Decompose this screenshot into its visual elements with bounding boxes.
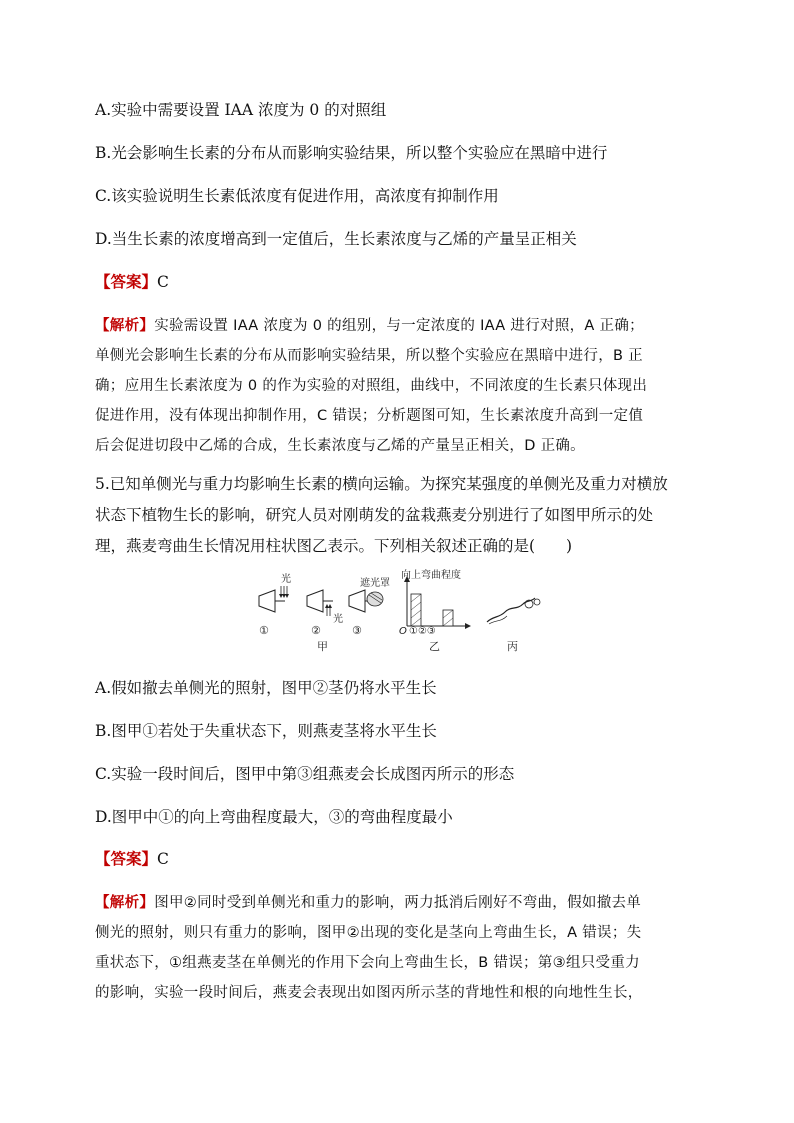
experiment-figure <box>255 566 555 658</box>
shade-label: 遮光罩 <box>360 578 390 589</box>
q4-analysis-line-3: 确；应用生长素浓度为 0 的作为实验的对照组，曲线中，不同浓度的生长素只体现出 <box>95 378 648 394</box>
q4-option-d: D.当生长素的浓度增高到一定值后，生长素浓度与乙烯的产量呈正相关 <box>95 230 577 248</box>
q5-analysis-line-2: 侧光的照射，则只有重力的影响，图甲②出现的变化是茎向上弯曲生长，A 错误；失 <box>95 925 642 941</box>
q4-option-c: C.该实验说明生长素低浓度有促进作用，高浓度有抑制作用 <box>95 187 499 205</box>
q5-analysis-line-4: 的影响，实验一段时间后，燕麦会表现出如图丙所示茎的背地性和根的向地性生长， <box>95 985 643 1001</box>
yaxis-label: 向上弯曲程度 <box>401 570 461 581</box>
bar-1 <box>411 594 421 626</box>
q5-option-d: D.图甲中①的向上弯曲程度最大，③的弯曲程度最小 <box>95 808 453 826</box>
q5-option-b: B.图甲①若处于失重状态下，则燕麦茎将水平生长 <box>95 722 437 740</box>
q4-answer <box>95 272 169 292</box>
pot-3-diagram <box>349 576 390 637</box>
analysis-text: 图甲②同时受到单侧光和重力的影响，两力抵消后刚好不弯曲，假如撤去单 <box>154 895 642 911</box>
label-bing: 丙 <box>507 640 518 653</box>
q4-analysis-line-4: 促进作用，没有体现出抑制作用，C 错误；分析题图可知，生长素浓度升高到一定值 <box>95 408 644 424</box>
q5-analysis-line-1 <box>95 893 641 913</box>
q4-option-a: A.实验中需要设置 IAA 浓度为 0 的对照组 <box>95 101 387 119</box>
bar-chart-yi <box>399 568 471 653</box>
analysis-text: 实验需设置 IAA 浓度为 0 的组别，与一定浓度的 IAA 进行对照，A 正确； <box>154 318 644 334</box>
q4-analysis-line-1 <box>95 316 644 336</box>
label-num-1: ① <box>259 624 269 637</box>
bar-labels: ①②③ <box>409 626 436 637</box>
origin-label: O <box>399 626 407 637</box>
label-num-3: ③ <box>352 624 362 637</box>
light-label-1: 光 <box>281 574 291 585</box>
bar-3 <box>443 610 453 626</box>
answer-tag: 【答案】 <box>95 272 158 291</box>
q5-stem-line-1: 5.已知单侧光与重力均影响生长素的横向运输。为探究某强度的单侧光及重力对横放 <box>95 475 668 493</box>
q5-stem-line-2: 状态下植物生长的影响，研究人员对刚萌发的盆栽燕麦分别进行了如图甲所示的处 <box>95 506 654 524</box>
light-label-2: 光 <box>333 614 343 625</box>
q5-analysis-line-3: 重状态下，①组燕麦茎在单侧光的作用下会向上弯曲生长，B 错误；第③组只受重力 <box>95 955 640 971</box>
answer-value: C <box>157 850 169 868</box>
q5-option-c: C.实验一段时间后，图甲中第③组燕麦会长成图丙所示的形态 <box>95 765 515 783</box>
pot-1-diagram <box>259 572 291 637</box>
label-jia: 甲 <box>317 640 328 653</box>
q4-analysis-line-5: 后会促进切段中乙烯的合成，生长素浓度与乙烯的产量呈正相关，D 正确。 <box>95 438 585 454</box>
label-yi: 乙 <box>429 640 440 653</box>
answer-tag: 【答案】 <box>95 849 158 868</box>
q5-option-a: A.假如撤去单侧光的照射，图甲②茎仍将水平生长 <box>95 679 437 697</box>
q4-analysis-line-2: 单侧光会影响生长素的分布从而影响实验结果，所以整个实验应在黑暗中进行，B 正 <box>95 348 643 364</box>
answer-value: C <box>157 273 169 291</box>
plant-bing <box>487 598 540 653</box>
q5-answer <box>95 849 169 869</box>
label-num-2: ② <box>311 624 321 637</box>
analysis-tag: 【解析】 <box>95 895 155 911</box>
pot-2-diagram <box>307 590 343 653</box>
q4-option-b: B.光会影响生长素的分布从而影响实验结果，所以整个实验应在黑暗中进行 <box>95 144 608 162</box>
analysis-tag: 【解析】 <box>95 318 155 334</box>
q5-stem-line-3: 理，燕麦弯曲生长情况用柱状图乙表示。下列相关叙述正确的是( ) <box>95 537 573 555</box>
